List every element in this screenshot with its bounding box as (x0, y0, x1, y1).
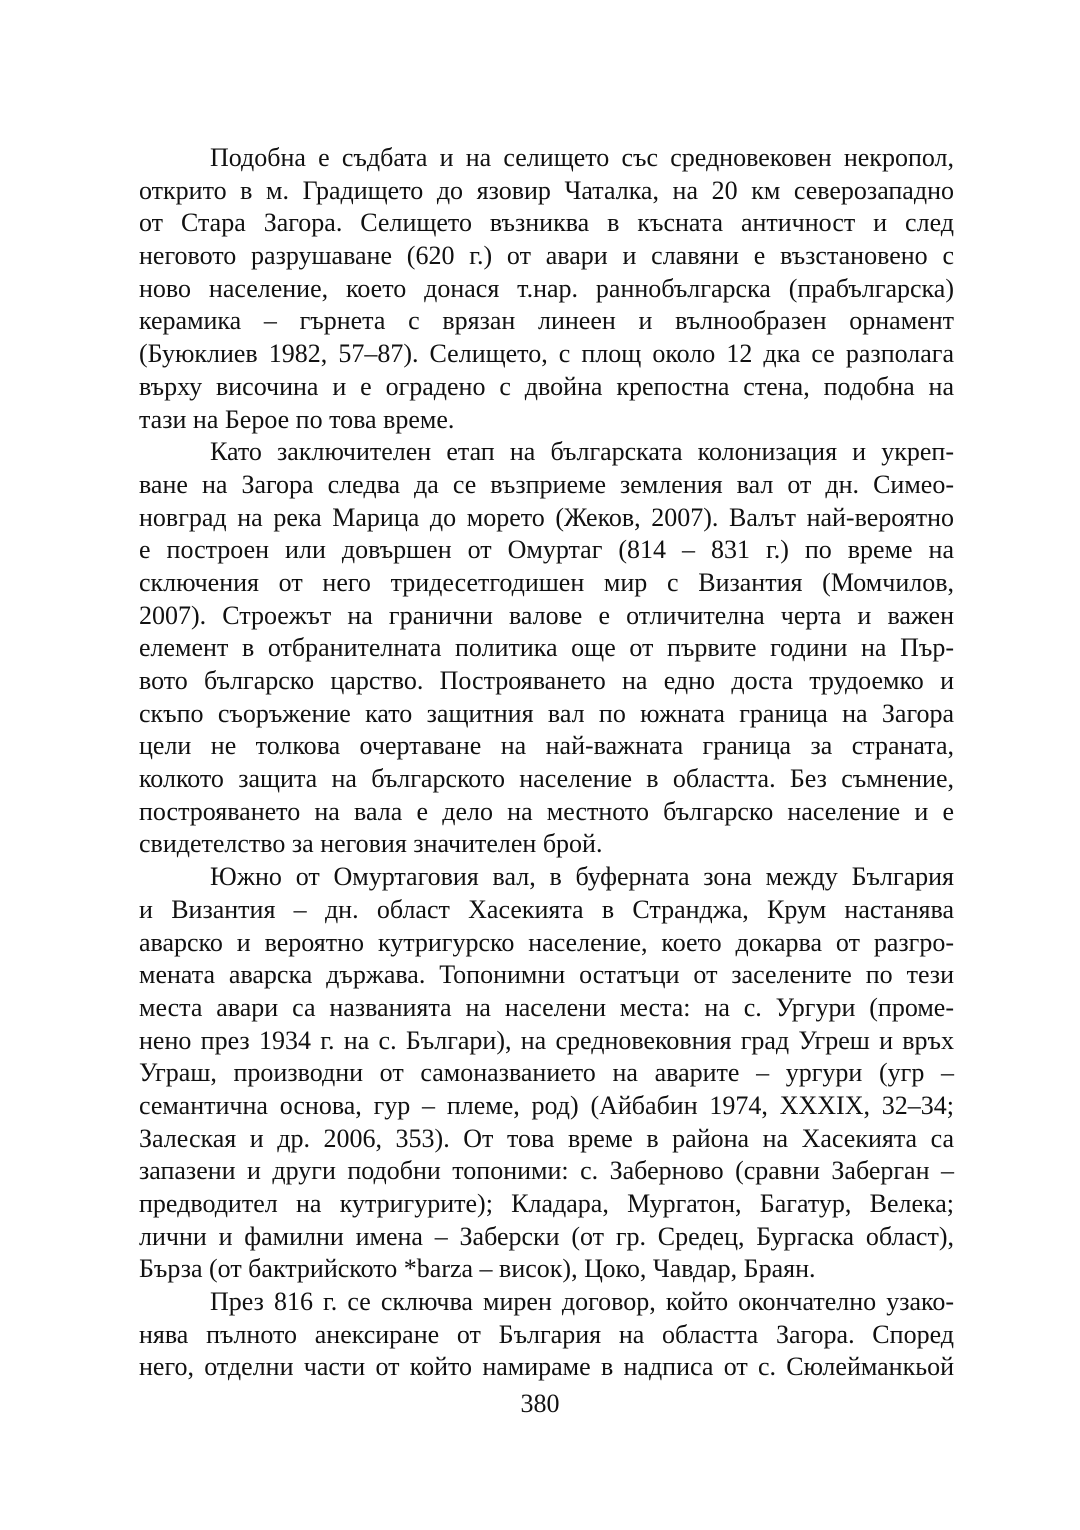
text-line: Като заключителен етап на българската колонизация и укреп- (210, 437, 954, 467)
text-line: от Стара Загора. Селището възниква в късната античност и след (139, 208, 954, 238)
text-line: семантична основа, гур – племе, род) (Айбабин 1974, XXXIX, 32–34; (139, 1090, 954, 1120)
paragraph-1 (139, 142, 954, 436)
body-text (139, 142, 954, 1384)
text-line: ване на Загора следва да се възприеме земления вал от дн. Симео- (139, 469, 954, 499)
text-line: (Буюклиев 1982, 57–87). Селището, с площ около 12 дка се разполага (139, 339, 954, 369)
text-line: него, отделни части от който намираме в надписа от с. Сюлейманкьой (139, 1352, 954, 1382)
text-line: запазени и други подобни топоними: с. Заберново (сравни Заберган – (139, 1156, 954, 1186)
text-line: места авари са названията на населени места: на с. Ургури (проме- (139, 992, 954, 1022)
paragraph-2 (139, 436, 954, 861)
text-line: цели не толкова очертаване на най-важната граница за страната, (139, 731, 954, 761)
text-line: Бързa (от бактрийското *barza – висок), Цоко, Чавдар, Браян. (139, 1254, 816, 1284)
text-line: тази на Берое по това време. (139, 404, 455, 434)
text-line: върху височина и е оградено с двойна крепостна стена, подобна на (139, 371, 954, 401)
text-line: новград на река Марица до морето (Жеков, 2007). Валът най-вероятно (139, 502, 954, 532)
text-line: лични и фамилни имена – Заберски (от гр. Средец, Бургаска област), (139, 1221, 954, 1251)
text-line: предводител на кутригурите); Кладара, Мургатон, Багатур, Велека; (139, 1189, 954, 1218)
text-line: и Византия – дн. област Хасекията в Странджа, Крум настанява (139, 894, 954, 924)
text-line: елемент в отбранителната политика още от първите години на Пър- (139, 633, 954, 663)
text-line: керамика – гърнета с врязан линеен и вълнообразен орнамент (139, 306, 954, 336)
text-line: мената аварска държава. Топонимни остатъци от заселените по тези (139, 960, 954, 990)
page-number: 380 (520, 1389, 560, 1418)
paragraph-4 (139, 1286, 954, 1384)
text-line: нява пълното анексиране от България на областта Загора. Според (139, 1319, 954, 1349)
paragraph-3 (139, 861, 954, 1286)
text-line: колкото защита на българското население в областта. Без съмнение, (139, 764, 954, 794)
text-line: Южно от Омуртаговия вал, в буферната зона между България (210, 862, 954, 892)
text-line: нено през 1934 г. на с. Българи), на средновековния град Угреш и връх (139, 1025, 954, 1055)
text-line: Залеская и др. 2006, 353). От това време в района на Хасекията са (139, 1123, 954, 1153)
text-line: 2007). Строежът на гранични валове е отличителна черта и важен (139, 600, 954, 630)
text-line: построяването на вала е дело на местното българско население и е (139, 796, 954, 826)
text-line: Подобна е съдбата и на селището със средновековен некропол, (210, 143, 954, 172)
text-line: Уграш, производни от самоназванието на аварите – ургури (угр – (139, 1058, 954, 1088)
text-line: вото българско царство. Построяването на едно доста трудоемко и (139, 666, 954, 695)
text-line: свидетелство за неговия значителен брой. (139, 829, 603, 859)
text-line: е построен или довършен от Омуртаг (814 – 831 г.) по време на (139, 535, 954, 565)
text-line: неговото разрушаване (620 г.) от авари и славяни е възстановено с (139, 241, 954, 271)
text-line: ново население, което донася т.нар. раннобългарска (прабългарска) (139, 273, 954, 303)
text-line: открито в м. Градището до язовир Чаталка, на 20 км северозападно (139, 175, 954, 205)
text-line: аварско и вероятно кутригурско население, което докарва от разгро- (139, 927, 954, 957)
text-line: скъпо съоръжение като защитния вал по южната граница на Загора (139, 698, 954, 728)
text-line: През 816 г. се сключва мирен договор, който окончателно узако- (210, 1287, 954, 1317)
text-line: сключения от него тридесетгодишен мир с Византия (Момчилов, (139, 567, 954, 597)
